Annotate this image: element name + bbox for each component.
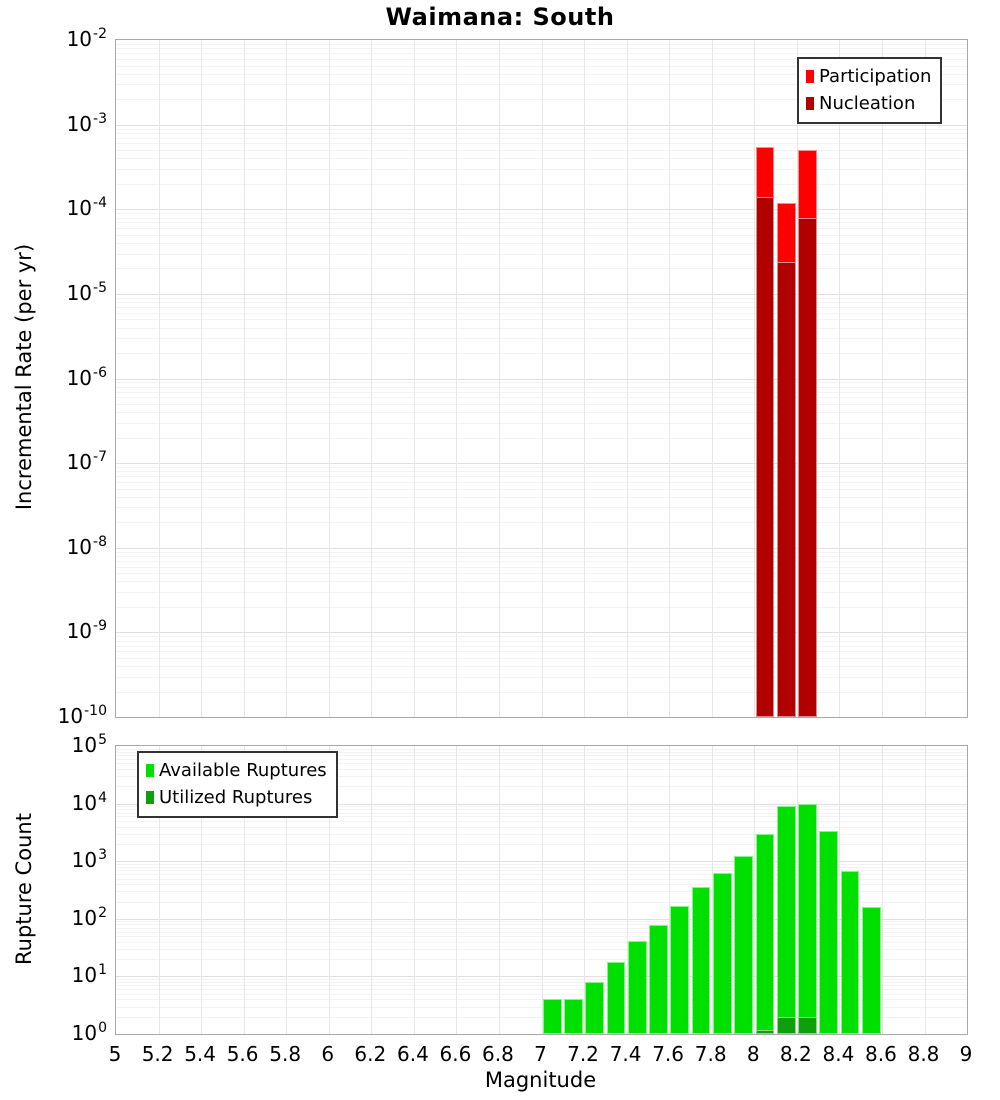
legend-item xyxy=(806,90,931,117)
y-tick-label: $10^3$ xyxy=(71,847,107,873)
bar-available-ruptures xyxy=(756,834,775,1034)
y-axis-title-count: Rupture Count xyxy=(12,813,36,965)
bar-available-ruptures xyxy=(543,999,562,1034)
x-tick-label: 5.8 xyxy=(269,1042,302,1066)
x-axis-title: Magnitude xyxy=(484,1068,597,1092)
legend-counts xyxy=(137,751,338,818)
gridline-vertical xyxy=(371,746,372,1034)
gridline-vertical xyxy=(371,40,372,717)
bar-available-ruptures xyxy=(713,873,732,1034)
x-tick-label: 8 xyxy=(746,1042,760,1066)
y-tick-label: $10^5$ xyxy=(71,732,107,757)
legend-label: Nucleation xyxy=(819,93,916,114)
gridline-vertical xyxy=(329,40,330,717)
gridline-vertical xyxy=(456,746,457,1034)
bar-available-ruptures xyxy=(649,925,668,1034)
gridline-vertical xyxy=(286,40,287,717)
y-tick-label: $10^{-10}$ xyxy=(57,703,107,728)
y-tick-label: $10^2$ xyxy=(71,904,107,930)
gridline-vertical xyxy=(542,40,543,717)
y-tick-label: $10^{-5}$ xyxy=(66,279,107,305)
x-tick-label: 5.6 xyxy=(226,1042,259,1066)
gridline-vertical xyxy=(669,40,670,717)
x-tick-label: 5.2 xyxy=(141,1042,174,1066)
legend-label: Utilized Ruptures xyxy=(159,787,313,808)
legend-rates xyxy=(797,57,942,124)
legend-swatch-nucleation xyxy=(806,97,814,110)
bar-nucleation xyxy=(756,197,775,717)
bar-available-ruptures xyxy=(692,887,711,1034)
x-tick-label: 5.4 xyxy=(184,1042,216,1066)
x-tick-label: 7.2 xyxy=(567,1042,599,1066)
x-tick-label: 6.2 xyxy=(354,1042,387,1066)
legend-swatch-available-ruptures xyxy=(146,764,154,777)
x-tick-label: 6.8 xyxy=(481,1042,514,1066)
gridline-vertical xyxy=(882,40,883,717)
gridline-vertical xyxy=(201,40,202,717)
y-tick-label: $10^4$ xyxy=(71,789,107,815)
legend-item xyxy=(146,757,327,784)
legend-item xyxy=(806,63,931,90)
x-tick-label: 8.6 xyxy=(864,1042,897,1066)
gridline-vertical xyxy=(456,40,457,717)
gridline-vertical xyxy=(839,40,840,717)
y-tick-label: $10^{-4}$ xyxy=(66,195,107,221)
gridline-vertical xyxy=(712,40,713,717)
bar-available-ruptures xyxy=(585,982,604,1034)
bar-utilized-ruptures xyxy=(777,1017,796,1034)
gridline-vertical xyxy=(925,40,926,717)
bar-available-ruptures xyxy=(819,831,838,1034)
y-tick-label: $10^{-9}$ xyxy=(66,618,107,644)
gridline-vertical xyxy=(499,746,500,1034)
x-tick-label: 7.6 xyxy=(652,1042,684,1066)
x-tick-label: 9 xyxy=(959,1042,973,1066)
gridline-vertical xyxy=(584,40,585,717)
gridline-vertical xyxy=(414,40,415,717)
y-tick-label: $10^1$ xyxy=(71,962,107,988)
y-axis-title-rate: Incremental Rate (per yr) xyxy=(12,243,36,511)
x-tick-label: 7.4 xyxy=(609,1042,642,1066)
y-tick-label: $10^{-6}$ xyxy=(66,364,107,390)
gridline-vertical xyxy=(414,746,415,1034)
x-tick-label: 7 xyxy=(534,1042,547,1066)
y-tick-label: $10^{-8}$ xyxy=(66,533,107,559)
bar-nucleation xyxy=(798,218,817,718)
bar-utilized-ruptures xyxy=(798,1017,817,1034)
bar-available-ruptures xyxy=(564,999,583,1034)
y-tick-label: $10^{-3}$ xyxy=(66,110,107,136)
bar-available-ruptures xyxy=(798,804,817,1034)
gridline-vertical xyxy=(159,40,160,717)
bar-available-ruptures xyxy=(670,906,689,1035)
x-tick-label: 6 xyxy=(321,1042,335,1066)
x-tick-label: 8.2 xyxy=(779,1042,812,1066)
gridline-vertical xyxy=(627,40,628,717)
bar-available-ruptures xyxy=(734,856,753,1034)
gridline-vertical xyxy=(542,746,543,1034)
y-tick-label: $10^{-7}$ xyxy=(66,449,107,475)
chart-title: Waimana: South xyxy=(385,3,615,31)
x-tick-label: 6.4 xyxy=(396,1042,429,1066)
legend-label: Available Ruptures xyxy=(159,760,327,781)
bar-available-ruptures xyxy=(862,907,881,1034)
gridline-vertical xyxy=(244,40,245,717)
legend-item xyxy=(146,784,327,811)
legend-swatch-utilized-ruptures xyxy=(146,791,154,804)
bar-available-ruptures xyxy=(607,962,626,1034)
x-tick-label: 8.8 xyxy=(907,1042,940,1066)
x-tick-label: 8.4 xyxy=(822,1042,855,1066)
legend-swatch-participation xyxy=(806,70,814,83)
gridline-vertical xyxy=(882,746,883,1034)
bar-nucleation xyxy=(777,262,796,717)
gridline-vertical xyxy=(499,40,500,717)
x-tick-label: 6.6 xyxy=(439,1042,472,1066)
bar-available-ruptures xyxy=(841,871,860,1034)
y-tick-label: $10^0$ xyxy=(71,1020,107,1045)
x-tick-label: 5 xyxy=(108,1042,122,1066)
rate-plot-area xyxy=(115,39,968,718)
bar-available-ruptures xyxy=(777,806,796,1034)
gridline-vertical xyxy=(925,746,926,1034)
y-tick-label: $10^{-2}$ xyxy=(66,26,107,51)
bar-utilized-ruptures xyxy=(756,1030,775,1034)
bar-available-ruptures xyxy=(628,941,647,1035)
x-tick-label: 7.8 xyxy=(694,1042,727,1066)
legend-label: Participation xyxy=(819,66,932,87)
